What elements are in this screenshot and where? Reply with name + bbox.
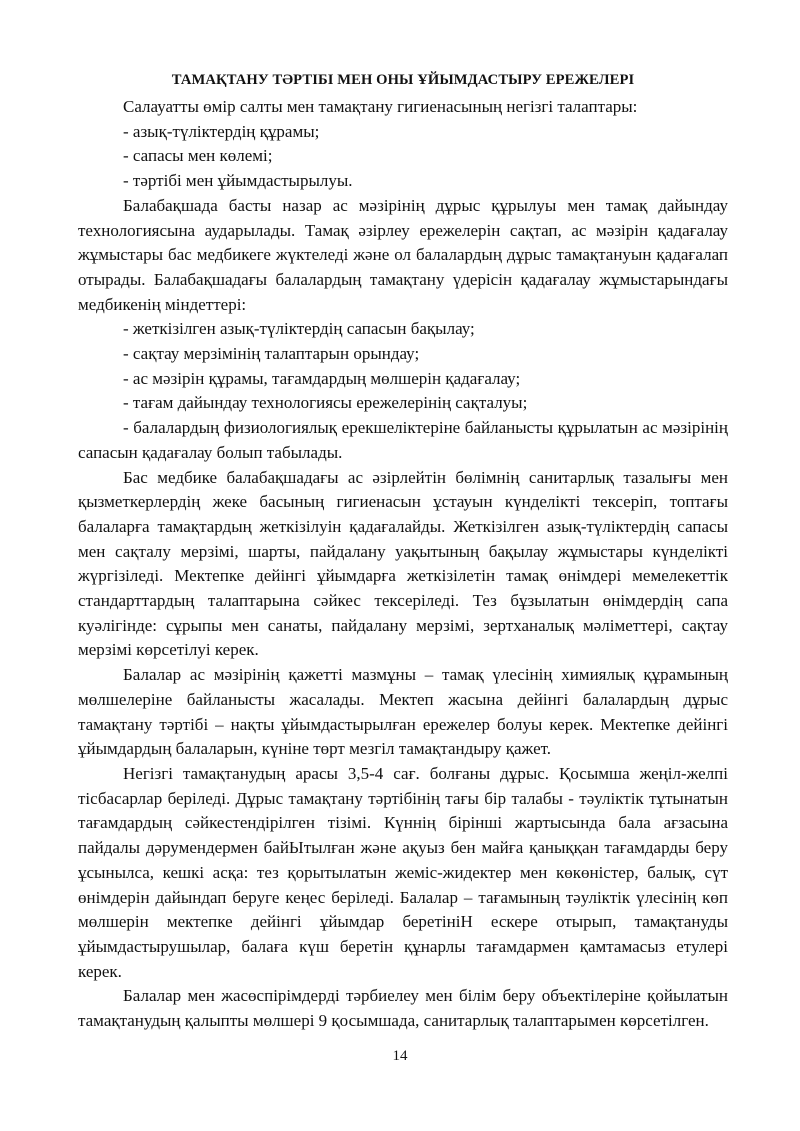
intro-paragraph: Салауатты өмір салты мен тамақтану гигиенасының негізгі талаптары:	[123, 97, 638, 116]
paragraph-2: - балалардың физиологиялық ерекшеліктеріне байланысты құрылатын ас мәзірінің сапасын қадағалау болып табылады.	[78, 418, 728, 462]
list-item: - тағам дайындау технологиясы ережелерінің сақталуы;	[123, 393, 528, 413]
paragraph-6: Балалар мен жасөспірімдерді тәрбиелеу мен білім беру объектілеріне қойылатын тамақтанудың қалыпты мөлшері 9 қосымшада, санитарлық талаптарымен көрсетілген.	[78, 986, 728, 1031]
list-item: - азық-түліктердің құрамы;	[123, 121, 320, 141]
document-title: ТАМАҚТАНУ ТӘРТІБІ МЕН ОНЫ ҰЙЫМДАСТЫРУ ЕРЕЖЕЛЕРІ	[171, 72, 635, 88]
document-page	[78, 72, 728, 1034]
paragraph-5: Негізгі тамақтанудың арасы 3,5-4 сағ. болғаны дұрыс. Қосымша жеңіл-желпі тісбасарлар беріледі. Дұрыс тамақтану тәртібінің тағы бір талабы - тәуліктік тұтынатын тағамдардың сәйкестендірілген тізімі. Күннің бірінші жартысында бала ағзасына пайдалы дәрумендермен байЫтылған және ақуыз бен майға қаныққан тағамдарды беру ұсынылса, кешкі асқа: тез қорытылатын жеміс-жидектер мен көкөністер, балық, сүт өнімдерін дайындап беруге кеңес беріледі. Балалар – тағамының тәуліктік үлесінің көп мөлшерін мектепке дейінгі ұйымдар беретініН ескере отырып, тамақтануды ұйымдастырушылар, балаға күш беретін құнарлы тағамдармен қамтамасыз етулері керек.	[78, 763, 728, 981]
paragraph-3: Бас медбике балабақшадағы ас әзірлейтін бөлімнің санитарлық тазалығы мен қызметкерлердің жеке басының гигиенасын ұстауын күнделікті тексеріп, топтағы балаларға тамақтардың жеткізілуін қадағалайды. Жеткізілген азық-түліктердің сапасы мен сақталу мерзімі, шарты, пайдалану уақытының бақылау жұмыстары күнделікті жүргізіледі. Мектепке дейінгі ұйымдарға жеткізілетін тамақ өнімдері мемелекеттік стандарттардың талаптарына сәйкес тексеріледі. Тез бұзылатын өнімдердің сапа куәлігінде: сұрыпы мен санаты, пайдалану мерзімі, зертханалық мәліметтері, сақтау мерзімі көрсетілуі керек.	[78, 467, 728, 660]
list-item: - сақтау мерзімінің талаптарын орындау;	[123, 344, 420, 364]
paragraph-4: Балалар ас мәзірінің қажетті мазмұны – тамақ үлесінің химиялық құрамының мөлшелеріне байланысты жасалады. Мектеп жасына дейінгі балалардың дұрыс тамақтану тәртібі – нақты ұйымдастырылған ережелер болуы керек. Мектепке дейінгі ұйымдардың балаларын, күніне төрт мезгіл тамақтандыру қажет.	[78, 665, 728, 759]
paragraph-1: Балабақшада басты назар ас мәзірінің дұрыс құрылуы мен тамақ дайындау технологиясына аударылады. Тамақ әзірлеу ережелерін сақтап, ас мәзірін қадағалау жұмыстары бас медбикеге жүктеледі және ол балалардың дұрыс тамақтануын қадағалап отырады. Балабақшадағы балалардың тамақтану үдерісін қадағалау жұмыстарындағы медбикенің міндеттері:	[78, 195, 728, 314]
page-number: 14	[392, 1048, 408, 1064]
list-item: - жеткізілген азық-түліктердің сапасын бақылау;	[123, 319, 475, 339]
list-item: - ас мәзірін құрамы, тағамдардың мөлшерін қадағалау;	[123, 368, 521, 388]
list-item: - сапасы мен көлемі;	[123, 146, 273, 166]
list-item: - тәртібі мен ұйымдастырылуы.	[123, 171, 353, 191]
